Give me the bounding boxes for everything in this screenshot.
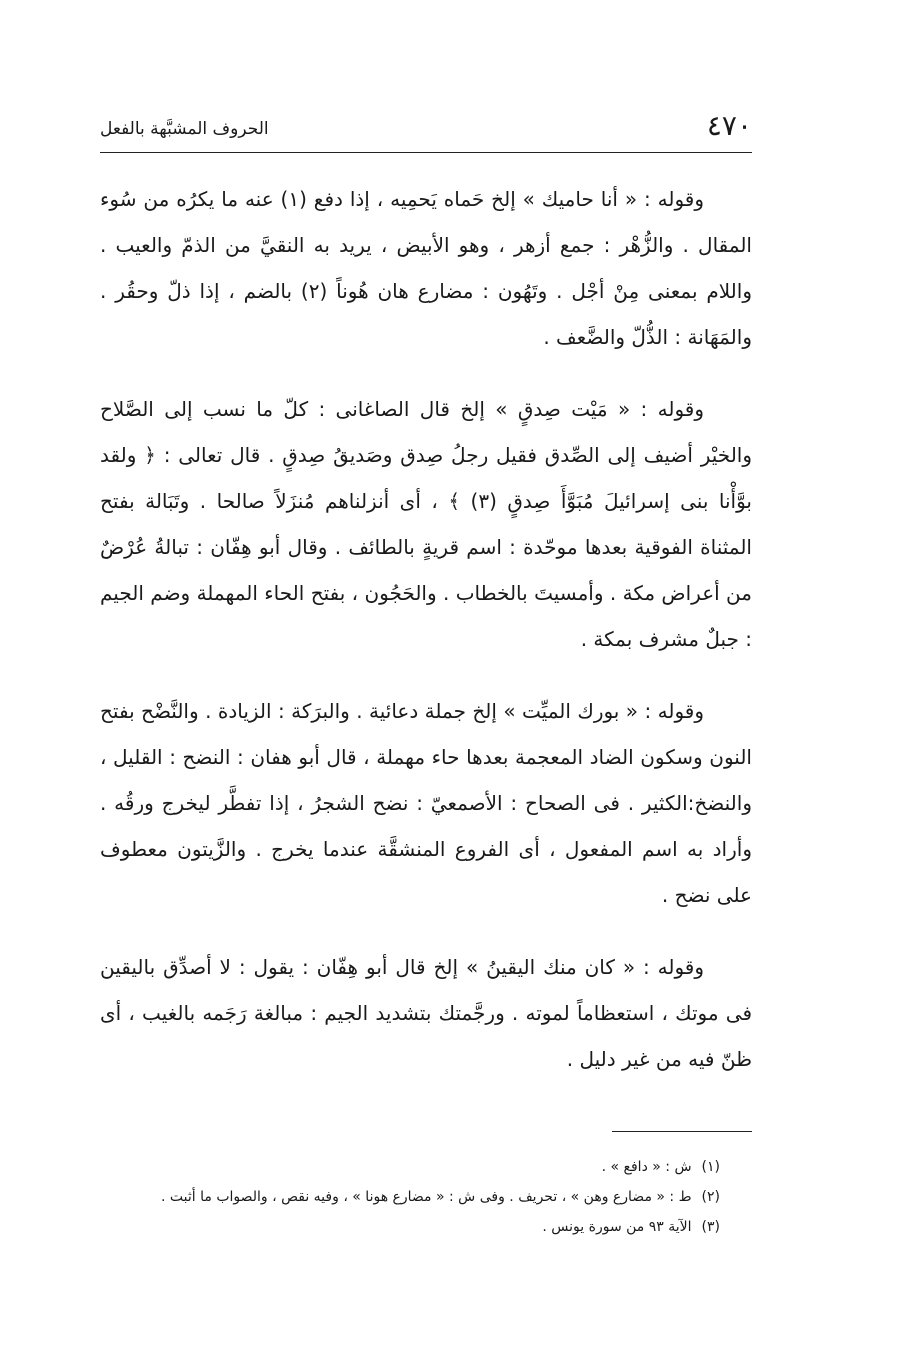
footnote-text: الآية ٩٣ من سورة يونس .	[542, 1219, 692, 1235]
running-head: الحروف المشبَّهة بالفعل	[100, 119, 269, 139]
footnotes	[100, 1152, 720, 1242]
footnote-number: (٢)	[701, 1189, 720, 1205]
main-text	[100, 176, 752, 1108]
footnote-text: ط : « مضارع وهن » ، تحريف . وفى ش : « مضارع هونا » ، وفيه نقص ، والصواب ما أثبت .	[161, 1189, 692, 1205]
footnote-separator	[612, 1131, 752, 1132]
header-rule	[100, 152, 752, 153]
paragraph: وقوله : « أنا حاميك » إلخ حَماه يَحمِيه ، إذا دفع (١) عنه ما يكرُه من سُوء المقال . والزُّهْر : جمع أزهر ، وهو الأبيض ، يريد به النقيَّ من الذمّ والعيب . واللام بمعنى مِنْ أجْل . وتَهُون : مضارع هان هُوناً (٢) بالضم ، إذا ذلّ وحقُر . والمَهَانة : الذُّلّ والضَّعف .	[100, 187, 752, 349]
footnote	[100, 1212, 720, 1242]
paragraph: وقوله : « مَيْت صِدقٍ » إلخ قال الصاغانى : كلّ ما نسب إلى الصَّلاح والخيْر أضيف إلى الصِّدق فقيل رجلُ صِدق وصَديقُ صِدقٍ . قال تعالى : ﴿ ولقد بوَّأْنا بنى إسرائيلَ مُبَوَّأَ صِدقٍ (٣) ﴾ ، أى أنزلناهم مُنزَلاً صالحا . وتَبَالة بفتح المثناة الفوقية بعدها موحّدة : اسم قريةٍ بالطائف . وقال أبو هِفّان : تبالةُ عُرْضٌ من أعراض مكة . وأمسيتَ بالخطاب . والحَجُون ، بفتح الحاء المهملة وضم الجيم : جبلٌ مشرف بمكة .	[100, 397, 752, 651]
page-header	[100, 108, 752, 148]
footnote-text: ش : « دافع » .	[601, 1159, 692, 1175]
footnote	[100, 1182, 720, 1212]
paragraph: وقوله : « بورك الميِّت » إلخ جملة دعائية . والبرَكة : الزيادة . والنَّضْح بفتح النون وسكون الضاد المعجمة بعدها حاء مهملة ، قال أبو هفان : النضح : القليل ، والنضخ:الكثير . فى الصحاح : الأصمعيّ : نضح الشجرُ ، إذا تفطَّر ليخرج ورقُه . وأراد به اسم المفعول ، أى الفروع المنشقَّة عندما يخرج . والزَّيتون معطوف على نضح .	[100, 699, 752, 907]
footnote	[100, 1152, 720, 1182]
footnote-number: (١)	[701, 1159, 720, 1175]
page-number: ٤٧٠	[706, 109, 752, 142]
paragraph: وقوله : « كان منك اليقينُ » إلخ قال أبو هِفّان : يقول : لا أصدِّق باليقين فى موتك ، استعظاماً لموته . ورجَّمتك بتشديد الجيم : مبالغة رَجَمه بالغيب ، أى ظنّ فيه من غير دليل .	[100, 955, 752, 1071]
footnote-number: (٣)	[701, 1219, 720, 1235]
